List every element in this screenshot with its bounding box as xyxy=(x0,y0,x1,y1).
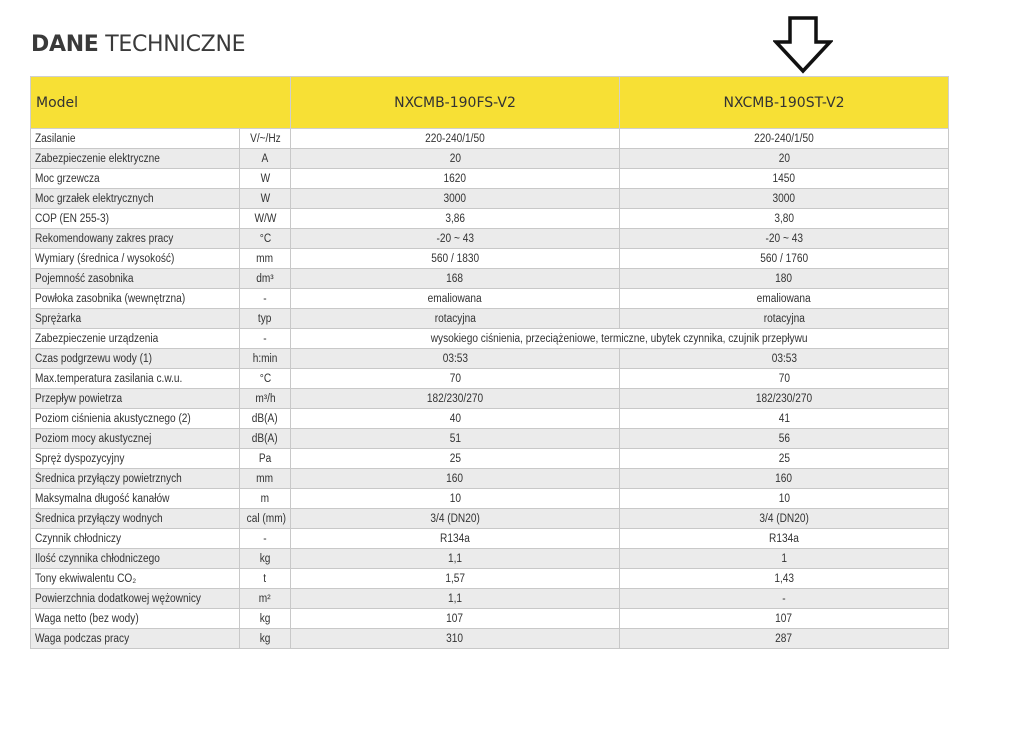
row-unit-text: h:min xyxy=(252,352,278,365)
row-label-text: Średnica przyłączy wodnych xyxy=(35,512,163,525)
row-label xyxy=(31,309,240,329)
row-value-model-2-text: 25 xyxy=(778,452,790,465)
row-value-model-2-text: emaliowana xyxy=(757,292,812,305)
row-label xyxy=(31,189,240,209)
table-row xyxy=(31,329,949,349)
row-value-model-1 xyxy=(291,589,620,609)
row-label xyxy=(31,269,240,289)
row-value-model-1-text: 70 xyxy=(449,372,461,385)
row-value-model-2-text: 180 xyxy=(775,272,793,285)
row-label xyxy=(31,229,240,249)
row-value-model-2 xyxy=(620,489,949,509)
row-unit xyxy=(240,449,291,469)
row-value-model-2 xyxy=(620,429,949,449)
header-model-2: NXCMB-190ST-V2 xyxy=(620,77,949,129)
table-row xyxy=(31,229,949,249)
row-value-model-1 xyxy=(291,409,620,429)
row-label-text: Czynnik chłodniczy xyxy=(35,532,122,545)
table-row xyxy=(31,449,949,469)
row-value-model-1-text: 1,1 xyxy=(447,552,463,565)
table-row xyxy=(31,629,949,649)
row-value-model-1-text: 40 xyxy=(449,412,461,425)
row-value-model-2 xyxy=(620,249,949,269)
row-value-model-1 xyxy=(291,509,620,529)
row-value-model-1-text: 107 xyxy=(446,612,464,625)
row-value-model-2-text: 160 xyxy=(775,472,793,485)
table-row xyxy=(31,289,949,309)
row-label xyxy=(31,129,240,149)
row-value-model-2-text: 182/230/270 xyxy=(755,392,813,405)
row-unit xyxy=(240,349,291,369)
row-value-model-1-text: -20 ~ 43 xyxy=(436,232,474,245)
row-label-text: Moc grzewcza xyxy=(35,172,100,185)
table-row xyxy=(31,349,949,369)
row-label xyxy=(31,629,240,649)
row-unit-text: m² xyxy=(259,592,271,605)
row-value-model-2 xyxy=(620,289,949,309)
row-value-model-2-text: 220-240/1/50 xyxy=(754,132,814,145)
row-unit xyxy=(240,369,291,389)
page-title-light: TECHNICZNE xyxy=(105,32,246,57)
table-row xyxy=(31,209,949,229)
table-header-row xyxy=(31,77,949,129)
row-unit xyxy=(240,309,291,329)
row-unit xyxy=(240,529,291,549)
row-unit xyxy=(240,569,291,589)
row-unit-text: typ xyxy=(258,312,272,325)
row-unit xyxy=(240,629,291,649)
row-label xyxy=(31,469,240,489)
row-value-model-1-text: 310 xyxy=(446,632,464,645)
row-value-model-2 xyxy=(620,609,949,629)
row-value-model-1-text: 25 xyxy=(449,452,461,465)
row-label-text: Waga netto (bez wody) xyxy=(35,612,139,625)
row-label-text: COP (EN 255-3) xyxy=(35,212,110,225)
row-label xyxy=(31,289,240,309)
row-value-model-2-text: -20 ~ 43 xyxy=(765,232,803,245)
spec-table-body xyxy=(31,129,949,649)
arrow-down-icon xyxy=(773,16,833,74)
row-value-model-2 xyxy=(620,189,949,209)
row-unit xyxy=(240,329,291,349)
row-value-model-2-text: 03:53 xyxy=(771,352,797,365)
row-label-text: Waga podczas pracy xyxy=(35,632,130,645)
row-value-model-2-text: 3,80 xyxy=(774,212,794,225)
row-unit-text: kg xyxy=(259,552,271,565)
row-label-text: Zabezpieczenie urządzenia xyxy=(35,332,159,345)
row-unit-text: - xyxy=(263,292,267,305)
row-label-text: Średnica przyłączy powietrznych xyxy=(35,472,182,485)
row-value-model-1 xyxy=(291,609,620,629)
row-label xyxy=(31,149,240,169)
row-value-model-2 xyxy=(620,309,949,329)
row-label-text: Pojemność zasobnika xyxy=(35,272,134,285)
row-unit-text: °C xyxy=(259,232,271,245)
row-unit-text: A xyxy=(261,152,269,165)
row-value-model-2 xyxy=(620,449,949,469)
table-row xyxy=(31,529,949,549)
row-label-text: Poziom mocy akustycznej xyxy=(35,432,152,445)
row-value-model-1-text: 03:53 xyxy=(442,352,468,365)
row-value-model-1 xyxy=(291,149,620,169)
row-unit xyxy=(240,209,291,229)
row-label xyxy=(31,169,240,189)
row-value-model-2-text: 3000 xyxy=(772,192,796,205)
table-row xyxy=(31,269,949,289)
row-value-model-1 xyxy=(291,629,620,649)
row-unit xyxy=(240,489,291,509)
row-unit-text: m xyxy=(260,492,270,505)
row-label-text: Powłoka zasobnika (wewnętrzna) xyxy=(35,292,186,305)
row-unit xyxy=(240,429,291,449)
row-value-model-2 xyxy=(620,369,949,389)
row-unit-text: W/W xyxy=(254,212,276,225)
row-value-model-2-text: 1 xyxy=(781,552,787,565)
row-value-merged xyxy=(291,329,949,349)
row-value-model-2 xyxy=(620,629,949,649)
row-unit-text: cal (mm) xyxy=(246,512,287,525)
row-unit xyxy=(240,509,291,529)
row-unit-text: - xyxy=(263,332,267,345)
row-label-text: Rekomendowany zakres pracy xyxy=(35,232,174,245)
row-value-model-2-text: rotacyjna xyxy=(763,312,805,325)
row-label-text: Czas podgrzewu wody (1) xyxy=(35,352,152,365)
row-value-model-2 xyxy=(620,549,949,569)
row-value-model-1-text: 20 xyxy=(449,152,461,165)
row-value-model-2-text: R134a xyxy=(769,532,799,545)
row-value-model-2 xyxy=(620,409,949,429)
table-row xyxy=(31,609,949,629)
row-unit xyxy=(240,149,291,169)
row-value-model-1-text: 3,86 xyxy=(445,212,465,225)
row-unit xyxy=(240,549,291,569)
row-label-text: Poziom ciśnienia akustycznego (2) xyxy=(35,412,191,425)
row-value-model-2-text: 287 xyxy=(775,632,793,645)
row-value-model-2 xyxy=(620,209,949,229)
row-unit xyxy=(240,389,291,409)
table-row xyxy=(31,249,949,269)
row-label-text: Tony ekwiwalentu CO₂ xyxy=(35,572,137,585)
row-unit-text: mm xyxy=(256,252,274,265)
row-value-model-1 xyxy=(291,369,620,389)
row-value-model-2 xyxy=(620,149,949,169)
row-value-model-1-text: 220-240/1/50 xyxy=(425,132,485,145)
table-row xyxy=(31,569,949,589)
row-value-model-1 xyxy=(291,469,620,489)
row-value-model-1 xyxy=(291,289,620,309)
row-label-text: Zabezpieczenie elektryczne xyxy=(35,152,160,165)
row-unit xyxy=(240,249,291,269)
row-value-model-1-text: R134a xyxy=(440,532,470,545)
row-value-model-2 xyxy=(620,529,949,549)
row-unit xyxy=(240,409,291,429)
row-label xyxy=(31,209,240,229)
table-row xyxy=(31,489,949,509)
row-label xyxy=(31,549,240,569)
row-value-model-1-text: rotacyjna xyxy=(434,312,476,325)
row-unit-text: V/~/Hz xyxy=(249,132,281,145)
row-value-model-1-text: 10 xyxy=(449,492,461,505)
page-title xyxy=(31,32,245,57)
row-value-model-1 xyxy=(291,229,620,249)
row-value-model-2-text: 20 xyxy=(778,152,790,165)
row-label xyxy=(31,449,240,469)
row-label-text: Powierzchnia dodatkowej wężownicy xyxy=(35,592,201,605)
row-label-text: Sprężarka xyxy=(35,312,82,325)
row-value-model-1 xyxy=(291,209,620,229)
table-row xyxy=(31,369,949,389)
table-row xyxy=(31,389,949,409)
row-label-text: Przepływ powietrza xyxy=(35,392,123,405)
row-unit xyxy=(240,189,291,209)
row-value-model-1-text: 3/4 (DN20) xyxy=(430,512,480,525)
row-value-model-2 xyxy=(620,509,949,529)
row-value-model-2 xyxy=(620,469,949,489)
row-unit xyxy=(240,169,291,189)
row-value-model-2 xyxy=(620,589,949,609)
row-unit-text: - xyxy=(263,532,267,545)
row-label xyxy=(31,569,240,589)
row-value-model-1-text: 1,57 xyxy=(445,572,465,585)
row-unit xyxy=(240,229,291,249)
row-label xyxy=(31,329,240,349)
row-value-model-2-text: - xyxy=(782,592,786,605)
row-label xyxy=(31,389,240,409)
row-value-model-1 xyxy=(291,429,620,449)
row-value-model-1 xyxy=(291,569,620,589)
row-value-model-2-text: 107 xyxy=(775,612,793,625)
row-value-model-1 xyxy=(291,189,620,209)
row-value-model-1 xyxy=(291,169,620,189)
row-label xyxy=(31,409,240,429)
row-value-model-2 xyxy=(620,269,949,289)
row-label-text: Spręż dyspozycyjny xyxy=(35,452,125,465)
row-unit xyxy=(240,589,291,609)
row-unit-text: W xyxy=(260,192,270,205)
row-label xyxy=(31,589,240,609)
row-label xyxy=(31,429,240,449)
row-unit-text: dm³ xyxy=(256,272,274,285)
row-label-text: Wymiary (średnica / wysokość) xyxy=(35,252,175,265)
row-unit-text: W xyxy=(260,172,270,185)
row-unit xyxy=(240,269,291,289)
table-row xyxy=(31,129,949,149)
row-unit-text: Pa xyxy=(258,452,272,465)
spec-table xyxy=(30,76,949,649)
row-value-model-2-text: 3/4 (DN20) xyxy=(759,512,809,525)
row-value-model-1 xyxy=(291,449,620,469)
row-label-text: Zasilanie xyxy=(35,132,76,145)
row-value-model-2-text: 1450 xyxy=(772,172,796,185)
row-label-text: Max.temperatura zasilania c.w.u. xyxy=(35,372,183,385)
table-row xyxy=(31,409,949,429)
row-value-model-1-text: 51 xyxy=(449,432,461,445)
row-value-model-1 xyxy=(291,529,620,549)
row-label xyxy=(31,529,240,549)
row-value-model-2 xyxy=(620,389,949,409)
table-row xyxy=(31,429,949,449)
row-value-model-1-text: emaliowana xyxy=(428,292,483,305)
row-value-model-1-text: 1,1 xyxy=(447,592,463,605)
row-value-model-2-text: 1,43 xyxy=(774,572,794,585)
row-unit-text: mm xyxy=(256,472,274,485)
table-row xyxy=(31,589,949,609)
row-value-model-2-text: 70 xyxy=(778,372,790,385)
header-model-label: Model xyxy=(31,77,291,129)
row-value-model-2-text: 10 xyxy=(778,492,790,505)
row-value-model-2-text: 41 xyxy=(778,412,790,425)
table-row xyxy=(31,469,949,489)
table-row xyxy=(31,549,949,569)
header-model-1: NXCMB-190FS-V2 xyxy=(291,77,620,129)
row-value-model-1 xyxy=(291,249,620,269)
table-row xyxy=(31,169,949,189)
row-value-model-1-text: 168 xyxy=(446,272,464,285)
row-unit-text: m³/h xyxy=(254,392,276,405)
table-row xyxy=(31,309,949,329)
table-row xyxy=(31,509,949,529)
row-value-model-2 xyxy=(620,169,949,189)
table-row xyxy=(31,149,949,169)
row-value-model-2-text: 56 xyxy=(778,432,790,445)
row-value-model-2 xyxy=(620,349,949,369)
row-value-model-2 xyxy=(620,129,949,149)
row-value-model-1-text: 160 xyxy=(446,472,464,485)
row-label xyxy=(31,609,240,629)
row-unit-text: kg xyxy=(259,632,271,645)
row-unit-text: kg xyxy=(259,612,271,625)
row-unit xyxy=(240,469,291,489)
row-value-model-1 xyxy=(291,389,620,409)
row-label xyxy=(31,509,240,529)
row-value-model-1-text: 182/230/270 xyxy=(426,392,484,405)
row-label-text: Moc grzałek elektrycznych xyxy=(35,192,154,205)
row-value-model-2 xyxy=(620,229,949,249)
row-unit-text: t xyxy=(263,572,267,585)
row-value-model-2-text: 560 / 1760 xyxy=(760,252,808,265)
row-value-merged-text: wysokiego ciśnienia, przeciążeniowe, termiczne, ubytek czynnika, czujnik przepływu xyxy=(431,332,808,345)
row-value-model-1 xyxy=(291,129,620,149)
row-unit xyxy=(240,609,291,629)
row-label xyxy=(31,369,240,389)
row-value-model-1 xyxy=(291,269,620,289)
row-value-model-1 xyxy=(291,549,620,569)
row-value-model-1-text: 1620 xyxy=(443,172,467,185)
row-unit-text: dB(A) xyxy=(252,412,278,425)
row-unit-text: °C xyxy=(259,372,271,385)
row-label xyxy=(31,349,240,369)
row-unit-text: dB(A) xyxy=(252,432,278,445)
row-value-model-1-text: 560 / 1830 xyxy=(431,252,479,265)
row-label-text: Maksymalna długość kanałów xyxy=(35,492,170,505)
row-value-model-2 xyxy=(620,569,949,589)
row-label xyxy=(31,249,240,269)
table-row xyxy=(31,189,949,209)
row-label-text: Ilość czynnika chłodniczego xyxy=(35,552,160,565)
row-value-model-1 xyxy=(291,309,620,329)
page-title-bold: DANE xyxy=(31,32,99,57)
row-value-model-1-text: 3000 xyxy=(443,192,467,205)
row-value-model-1 xyxy=(291,349,620,369)
row-unit xyxy=(240,289,291,309)
row-value-model-1 xyxy=(291,489,620,509)
row-unit xyxy=(240,129,291,149)
row-label xyxy=(31,489,240,509)
